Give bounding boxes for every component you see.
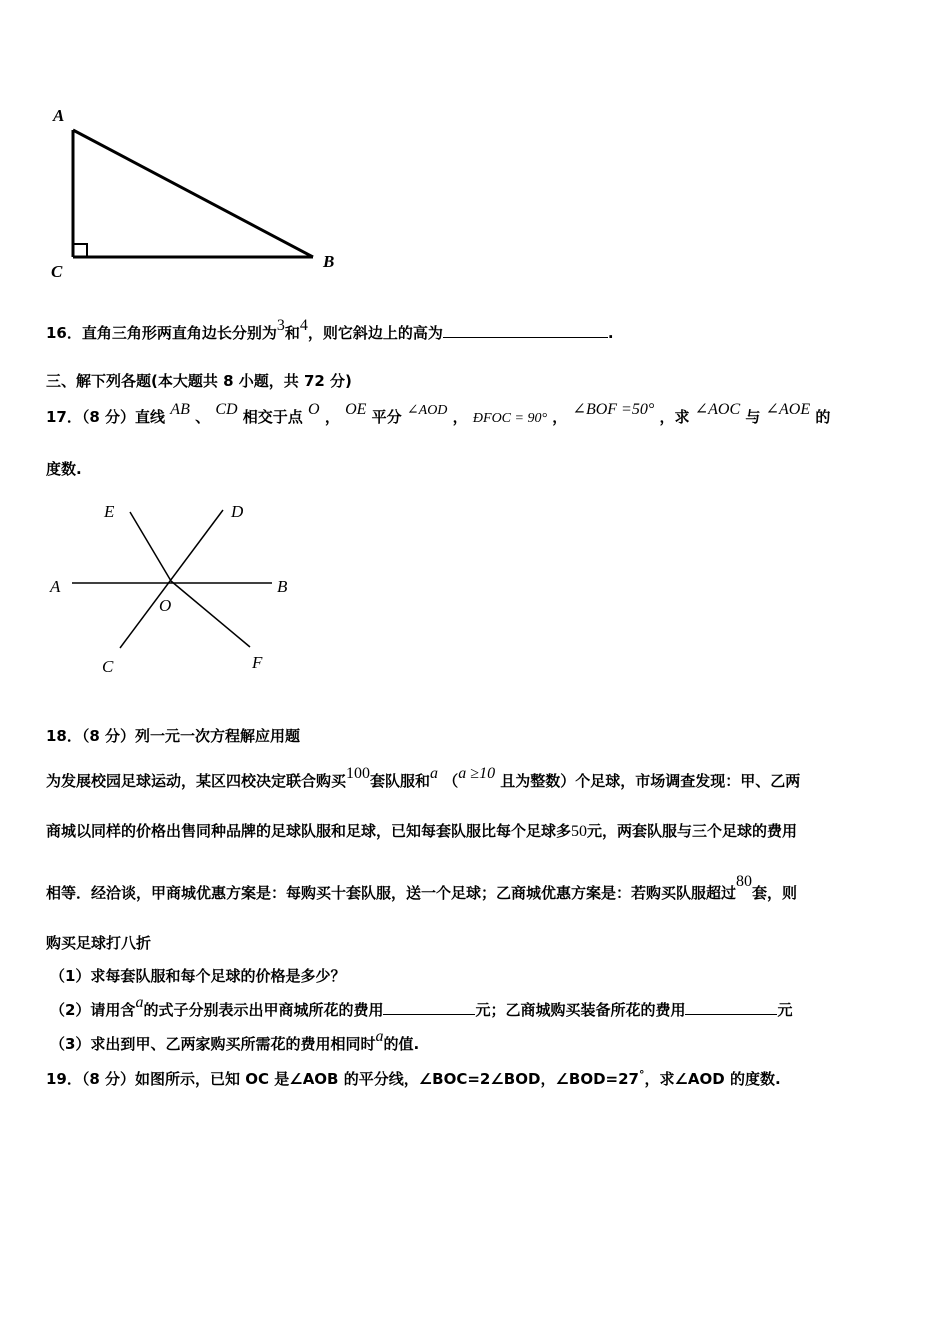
ray-oe	[130, 512, 171, 581]
section-3-heading: 三、解下列各题(本大题共 8 小题，共 72 分)	[46, 372, 352, 390]
q18-subquestion-3	[50, 1028, 420, 1054]
q18-s2a: （2）请用含	[50, 1001, 136, 1019]
point-label-b: B	[277, 577, 288, 596]
q18-paragraph-line-2	[46, 820, 797, 841]
q17-t5: 与	[745, 408, 761, 426]
q18-number-80: 80	[736, 873, 753, 890]
point-label-c: C	[102, 657, 114, 676]
q18-subquestion-1: （1）求每套队服和每个足球的价格是多少？	[50, 967, 346, 985]
q18-paragraph-line-3	[46, 873, 798, 903]
q17-angle-bof: ∠BOF =50°	[572, 401, 655, 418]
q18-number: 18．	[46, 727, 82, 745]
right-triangle-figure	[40, 100, 360, 285]
q17-t6: 的	[815, 408, 831, 426]
q19-degree: °	[638, 1068, 645, 1081]
q17-angle-aoc: ∠AOC	[694, 401, 741, 418]
q17-t4: ，求	[659, 408, 690, 426]
q18-number-50: 50	[571, 823, 588, 840]
q17-t3: 平分	[371, 408, 402, 426]
q17-number: 17．	[46, 408, 82, 426]
vertex-label-b: B	[323, 252, 335, 271]
q17-sep: 、	[195, 408, 211, 426]
q18-paragraph-line-1	[46, 765, 801, 791]
q18-p1a: 为发展校园足球运动，某区四校决定联合购买	[46, 772, 347, 790]
right-angle-marker	[73, 244, 87, 257]
q18-s2-var-a: a	[135, 994, 144, 1011]
q16-and: 和	[284, 324, 300, 342]
q18-blank-jia[interactable]	[383, 1014, 475, 1015]
q18-score: （8 分）	[81, 727, 136, 745]
q18-s3b: 的值.	[383, 1035, 420, 1053]
q17-t1: 直线	[135, 408, 166, 426]
q18-paragraph-line-4: 购买足球打八折	[46, 934, 152, 952]
q19-number: 19．	[46, 1070, 82, 1088]
q17-angle-aoe: ∠AOE	[765, 401, 811, 418]
q17-line-cd: CD	[215, 401, 238, 418]
q18-p1c: 且为整数）个足球，市场调查发现：甲、乙两	[500, 772, 801, 790]
q16-text-a: 直角三角形两直角边长分别为	[81, 324, 277, 342]
q18-s2b: 的式子分别表示出甲商城所花的费用	[143, 1001, 384, 1019]
q18-paren: （	[443, 772, 459, 790]
triangle-hypotenuse-ab	[73, 130, 313, 257]
q17-comma-1: ，	[324, 408, 340, 426]
q16-text-b: ，则它斜边上的高为	[307, 324, 443, 342]
point-label-f: F	[252, 653, 263, 672]
q18-var-a: a	[430, 765, 439, 782]
line-cd	[120, 510, 223, 648]
q18-header	[46, 725, 300, 746]
point-label-a: A	[50, 577, 61, 596]
q19-text-end: ，求∠AOD 的度数.	[644, 1070, 781, 1088]
q18-s3a: （3）求出到甲、乙两家购买所需花的费用相同时	[50, 1035, 376, 1053]
question-16	[46, 317, 614, 343]
question-19	[46, 1068, 781, 1089]
q18-p3b: 套，则	[752, 884, 798, 902]
vertex-label-c: C	[51, 262, 63, 281]
q17-t2: 相交于点	[242, 408, 303, 426]
question-17	[46, 401, 831, 427]
q16-answer-blank[interactable]	[443, 337, 608, 338]
q16-number: 16．	[46, 324, 82, 342]
q16-end: .	[607, 324, 614, 342]
point-label-e: E	[104, 502, 115, 521]
q18-p2a: 商城以同样的价格出售同种品牌的足球队服和足球，已知每套队服比每个足球多	[46, 822, 572, 840]
q17-angle-aod: ∠AOD	[406, 403, 448, 418]
q18-p2b: 元，两套队服与三个足球的费用	[587, 822, 798, 840]
ray-of	[171, 581, 250, 647]
q17-line-ab: AB	[170, 401, 190, 418]
q17-comma-2: ，	[452, 408, 468, 426]
q18-number-100: 100	[346, 765, 371, 782]
q16-value-4: 4	[299, 317, 308, 334]
q18-p3a: 相等．经洽谈，甲商城优惠方案是：每购买十套队服，送一个足球；乙商城优惠方案是：若购买队服超过	[46, 884, 737, 902]
q16-value-3: 3	[276, 317, 285, 334]
vertex-label-a: A	[53, 106, 65, 125]
point-label-o: O	[159, 596, 172, 615]
q18-s3-var-a: a	[375, 1028, 384, 1045]
q18-s2d: 元	[777, 1001, 793, 1019]
q18-blank-yi[interactable]	[685, 1014, 777, 1015]
q18-condition: a ≥10	[458, 765, 496, 782]
q17-angle-foc: ÐFOC = 90°	[472, 411, 548, 426]
q19-text: 如图所示，已知 OC 是∠AOB 的平分线，∠BOC=2∠BOD，∠BOD=27	[135, 1070, 639, 1088]
intersecting-lines-figure	[40, 495, 310, 685]
q17-score: （8 分）	[81, 408, 136, 426]
q17-point-o: O	[308, 401, 320, 418]
q18-subquestion-2	[50, 994, 793, 1020]
q18-s2c: 元；乙商城购买装备所花的费用	[475, 1001, 686, 1019]
q17-ray-oe: OE	[345, 401, 367, 418]
q17-line-2: 度数.	[46, 460, 82, 478]
q19-score: （8 分）	[81, 1070, 136, 1088]
q18-p1b: 套队服和	[370, 772, 431, 790]
point-label-d: D	[231, 502, 244, 521]
q18-title: 列一元一次方程解应用题	[135, 727, 301, 745]
q17-comma-3: ，	[552, 408, 568, 426]
